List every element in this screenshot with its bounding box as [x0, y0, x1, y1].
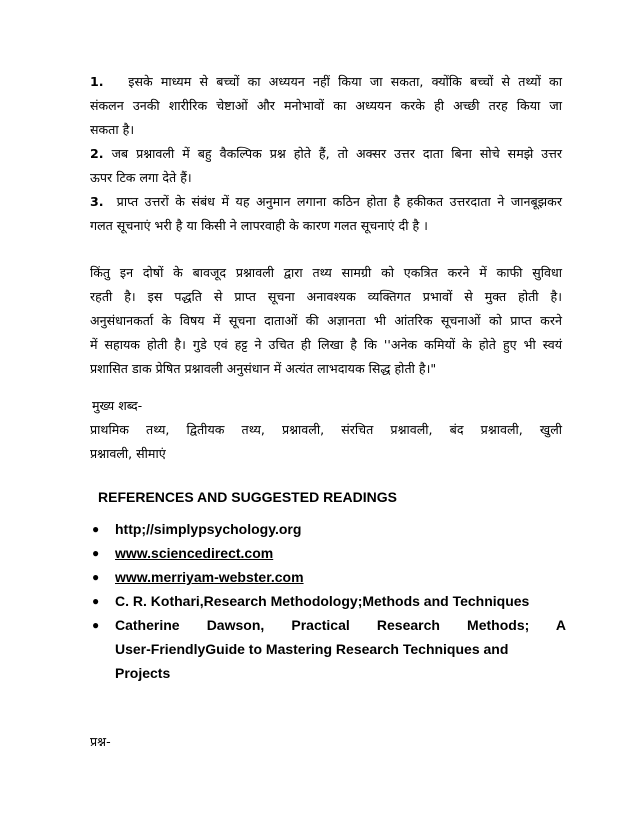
reference-item	[92, 613, 566, 685]
reference-item	[92, 589, 566, 613]
point-3-line-2: गलत सूचनाएं भरी है या किसी ने लापरवाही के कारण गलत सूचनाएं दी है ।	[90, 218, 428, 233]
reference-item	[92, 541, 566, 565]
point-2-line-1: 2. जब प्रश्नावली में बहु वैकल्पिक प्रश्न होते हैं, तो अक्सर उत्तर दाता बिना सोचे समझे उत्तर	[90, 146, 562, 161]
reference-link-merriam-webster[interactable]: www.merriyam-webster.com	[115, 569, 304, 585]
paragraph-line-2: रहती है। इस पद्धति से प्राप्त सूचना अनावश्यक व्यक्तिगत प्रभावों से मुक्त होती है।	[90, 289, 562, 304]
reference-link-sciencedirect[interactable]: www.sciencedirect.com	[115, 545, 274, 561]
keywords-line-1: प्राथमिक तथ्य, द्वितीयक तथ्य, प्रश्नावली, संरचित प्रश्नावली, बंद प्रश्नावली, खुली	[90, 422, 562, 437]
keywords-list	[90, 418, 562, 466]
reference-text-line-1: Catherine Dawson, Practical Research Methods; A	[115, 617, 566, 633]
reference-item	[92, 565, 566, 589]
point-2-number: 2.	[90, 146, 104, 161]
point-3-line-1: 3. प्राप्त उत्तरों के संबंध में यह अनुमान लगाना कठिन होता है हकीकत उत्तरदाता ने जानबूझकर	[90, 194, 562, 209]
point-3-number: 3.	[90, 194, 104, 209]
keywords-heading: मुख्य शब्द-	[92, 398, 143, 413]
point-2-line-2: ऊपर टिक लगा देते हैं।	[90, 170, 192, 185]
point-1-line-1: 1. इसके माध्यम से बच्चों का अध्ययन नहीं किया जा सकता, क्योंकि बच्चों से तथ्यों का	[90, 74, 562, 89]
bullet-icon: ●	[92, 522, 100, 536]
reference-text: http;//simplypsychology.org	[115, 521, 302, 537]
point-1-line-2: संकलन उनकी शारीरिक चेष्टाओं और मनोभावों का अध्ययन करके ही अच्छी तरह किया जा	[90, 98, 562, 113]
reference-item	[92, 517, 566, 541]
paragraph-line-3: अनुसंधानकर्ता के विषय में सूचना दाताओं की अज्ञानता भी आंतरिक सूचनाओं को प्राप्त करने	[90, 313, 562, 328]
paragraph-line-5: प्रशासित डाक प्रेषित प्रश्नावली अनुसंधान में अत्यंत लाभदायक सिद्ध होती है।"	[90, 361, 437, 376]
keywords-line-2: प्रश्नावली, सीमाएं	[90, 446, 166, 461]
bullet-icon: ●	[92, 570, 100, 584]
reference-text-line-2: User-FriendlyGuide to Mastering Research Techniques and Projects	[115, 641, 509, 681]
references-list	[92, 517, 566, 685]
drawback-point-1	[90, 70, 562, 142]
drawback-point-3	[90, 190, 562, 238]
paragraph-line-4: में सहायक होती है। गुडे एवं हट्ट ने उचित ही लिखा है कि ''अनेक कमियों के होते हुए भी स्वयं	[90, 337, 562, 352]
questions-heading: प्रश्न-	[90, 734, 111, 749]
paragraph-line-1: किंतु इन दोषों के बावजूद प्रश्नावली द्वारा तथ्य सामग्री को एकत्रित करने में काफी सुविधा	[90, 265, 562, 280]
bullet-icon: ●	[92, 594, 100, 608]
point-1-line-3: सकता है।	[90, 122, 135, 137]
reference-text: C. R. Kothari,Research Methodology;Methods and Techniques	[115, 593, 530, 609]
bullet-icon: ●	[92, 546, 100, 560]
point-1-number: 1.	[90, 74, 104, 89]
references-title: REFERENCES AND SUGGESTED READINGS	[98, 489, 397, 505]
bullet-icon: ●	[92, 618, 100, 632]
drawback-point-2	[90, 142, 562, 190]
body-paragraph	[90, 261, 562, 381]
